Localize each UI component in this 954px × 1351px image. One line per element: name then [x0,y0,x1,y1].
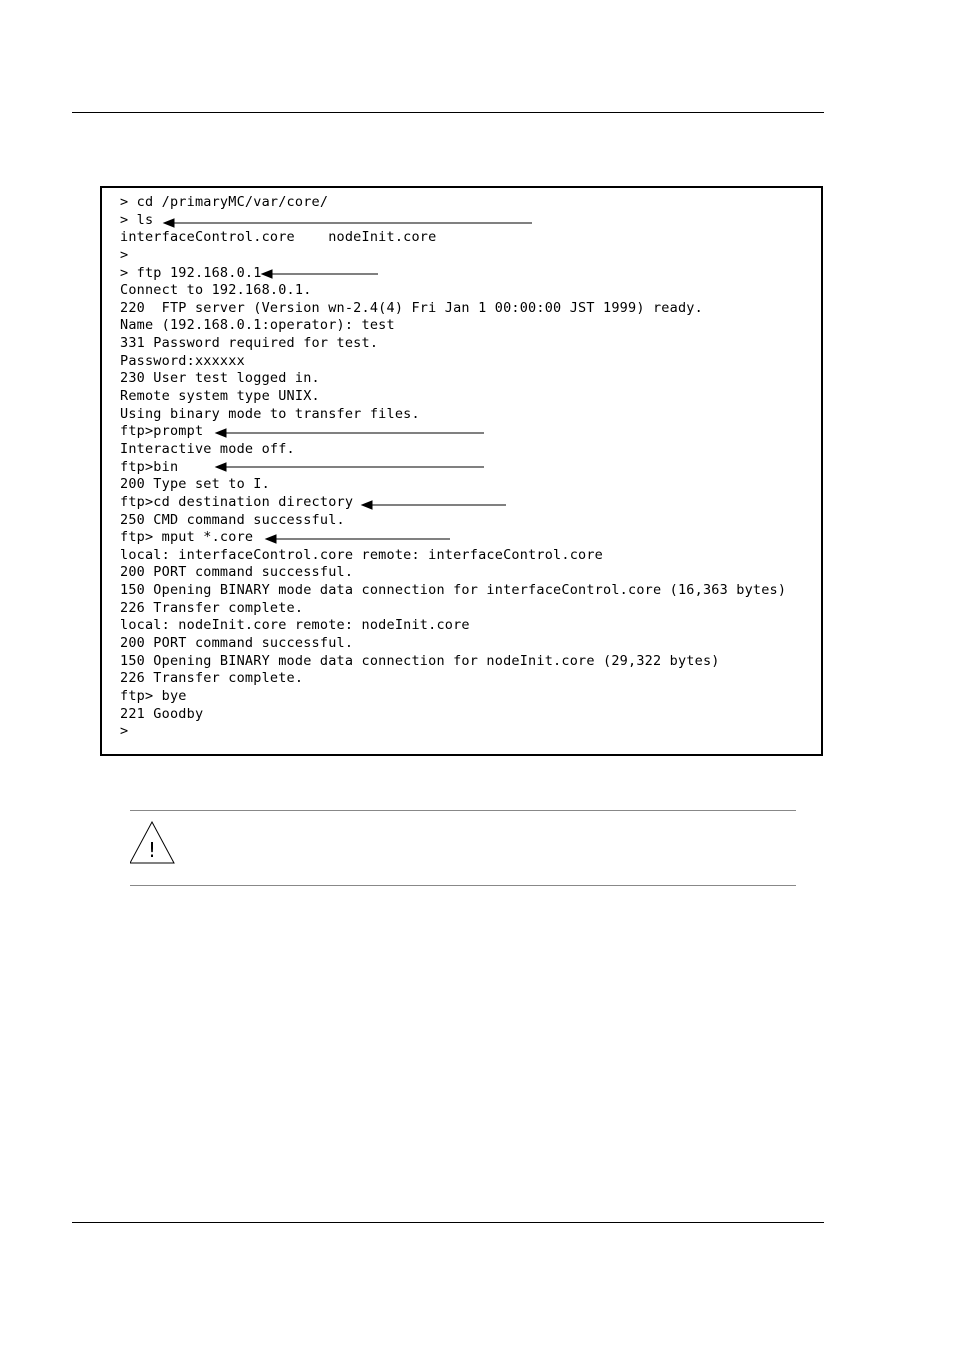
arrow-prompt-head [216,429,226,437]
arrow-ls-head [164,219,174,227]
terminal-line: 331 Password required for test. [120,335,379,352]
terminal-line: 150 Opening BINARY mode data connection for nodeInit.core (29,322 bytes) [120,652,720,669]
terminal-line: > ls [120,211,154,228]
warning-symbol: ! [147,838,157,862]
callout-arrows [102,188,821,754]
terminal-line: ftp> bye [120,687,187,704]
terminal-line: Using binary mode to transfer files. [120,405,420,422]
terminal-line: > ftp 192.168.0.1 [120,264,262,281]
arrow-cd-head [362,501,372,509]
terminal-line: Connect to 192.168.0.1. [120,282,312,299]
terminal-line: > [120,723,129,740]
terminal-line: ftp>prompt [120,423,204,440]
terminal-line: Name (192.168.0.1:operator): test [120,317,395,334]
terminal-line: 200 PORT command successful. [120,564,354,581]
terminal-line: ftp>cd destination directory [120,493,354,510]
arrow-ftp-head [262,270,272,278]
terminal-line: 200 PORT command successful. [120,635,354,652]
terminal-line: Password:xxxxxx [120,352,245,369]
arrow-bin-head [216,463,226,471]
terminal-line: 221 Goodby [120,705,204,722]
warning-triangle-icon [130,821,176,865]
caution-notice [130,810,796,886]
terminal-line: 220 FTP server (Version wn-2.4(4) Fri Jan 1 00:00:00 JST 1999) ready. [120,299,703,316]
terminal-line: Remote system type UNIX. [120,388,320,405]
ftp-terminal-transcript [100,186,823,756]
terminal-line: ftp> mput *.core [120,529,254,546]
arrow-mput-head [266,535,276,543]
terminal-line: 150 Opening BINARY mode data connection for interfaceControl.core (16,363 bytes) [120,582,787,599]
footer-rule [72,1222,824,1223]
terminal-line: interfaceControl.core nodeInit.core [120,229,437,246]
terminal-line: local: interfaceControl.core remote: interfaceControl.core [120,546,604,563]
terminal-line: > [120,246,129,263]
terminal-line: local: nodeInit.core remote: nodeInit.core [120,617,470,634]
terminal-line: ftp>bin [120,458,179,475]
header-rule [72,112,824,113]
terminal-line: 200 Type set to I. [120,476,270,493]
terminal-line: 226 Transfer complete. [120,670,304,687]
terminal-line: 250 CMD command successful. [120,511,345,528]
terminal-line: 226 Transfer complete. [120,599,304,616]
terminal-line: 230 User test logged in. [120,370,320,387]
terminal-line: > cd /primaryMC/var/core/ [120,194,329,210]
terminal-line: Interactive mode off. [120,440,295,457]
